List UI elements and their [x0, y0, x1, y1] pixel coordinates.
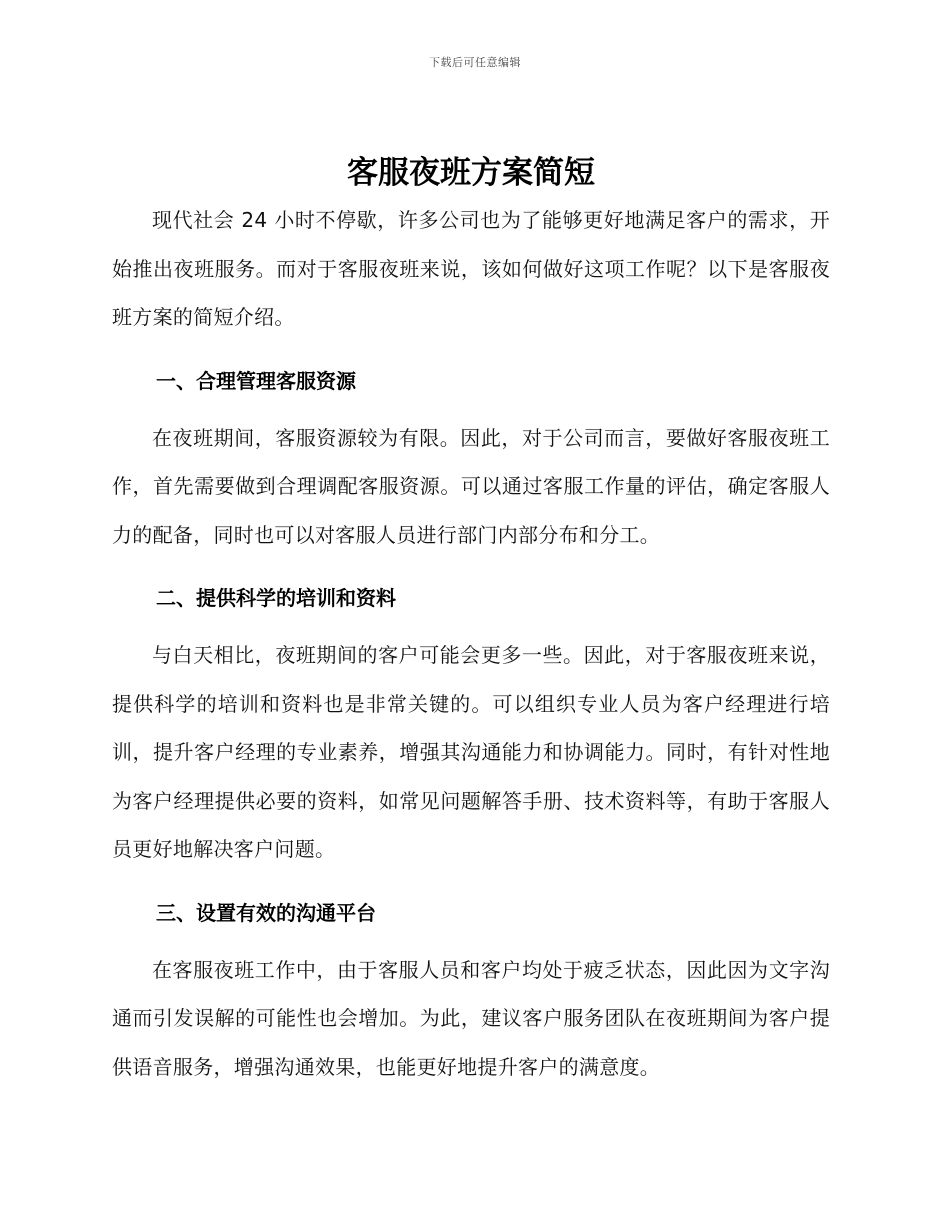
- page-header: 下载后可任意编辑: [429, 56, 521, 69]
- section-body-3: 在客服夜班工作中，由于客服人员和客户均处于疲乏状态，因此因为文字沟通而引发误解的可能性也会增加。为此，建议客户服务团队在夜班期间为客户提供语音服务，增强沟通效果，也能更好地提升客户的满意度。: [112, 957, 830, 1079]
- intro-paragraph: 现代社会 24 小时不停歇，许多公司也为了能够更好地满足客户的需求，开始推出夜班服务。而对于客服夜班来说，该如何做好这项工作呢？以下是客服夜班方案的简短介绍。: [112, 208, 830, 329]
- section-body-1: 在夜班期间，客服资源较为有限。因此，对于公司而言，要做好客服夜班工作，首先需要做到合理调配客服资源。可以通过客服工作量的评估，确定客服人力的配备，同时也可以对客服人员进行部门内部分布和分工。: [112, 425, 830, 547]
- document-title: 客服夜班方案简短: [347, 155, 595, 191]
- document-body: [112, 150, 830, 1091]
- section-heading-2: 二、提供科学的培训和资料: [156, 586, 396, 610]
- section-heading-1: 一、合理管理客服资源: [156, 368, 356, 393]
- section-body-2: 与白天相比，夜班期间的客户可能会更多一些。因此，对于客服夜班来说，提供科学的培训和资料也是非常关键的。可以组织专业人员为客户经理进行培训，提升客户经理的专业素养，增强其沟通能力和协调能力。同时，有针对性地为客户经理提供必要的资料，如常见问题解答手册、技术资料等，有助于客服人员更好地解决客户问题。: [112, 643, 830, 861]
- section-heading-3: 三、设置有效的沟通平台: [156, 900, 376, 925]
